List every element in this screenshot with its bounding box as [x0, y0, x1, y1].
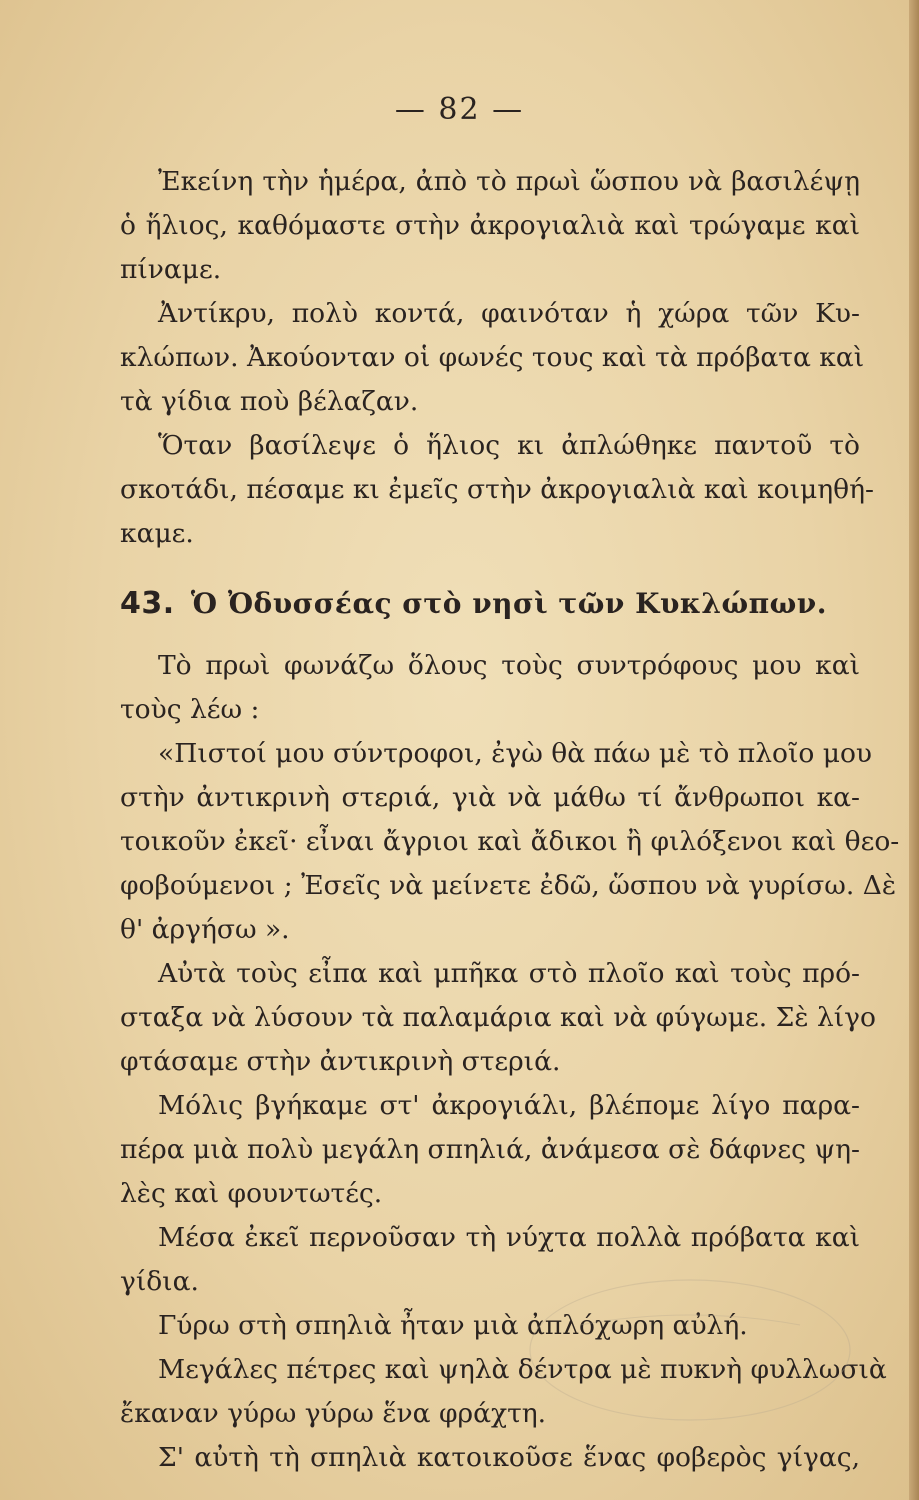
- paragraphs-after-section: [120, 644, 900, 1480]
- text-line: Μόλις βγήκαμε στ' ἀκρογιάλι, βλέπομε λίγο παρα-: [158, 1090, 860, 1121]
- paragraph: [120, 1216, 860, 1304]
- text-line: τοὺς λέω :: [120, 694, 260, 725]
- paragraph: [120, 292, 865, 424]
- text-line: Αὐτὰ τοὺς εἶπα καὶ μπῆκα στὸ πλοῖο καὶ τοὺς πρό-: [158, 958, 860, 989]
- text-line: λὲς καὶ φουντωτές.: [120, 1178, 383, 1209]
- section-number: 43.: [120, 586, 175, 621]
- text-line: Ὅταν βασίλεψε ὁ ἥλιος κι ἀπλώθηκε παντοῦ τὸ: [158, 430, 860, 461]
- text-line: καμε.: [120, 518, 194, 549]
- text-line: Μέσα ἐκεῖ περνοῦσαν τὴ νύχτα πολλὰ πρόβατα καὶ: [158, 1222, 860, 1253]
- text-line: θ' ἀργήσω ».: [120, 914, 290, 945]
- text-line: γίδια.: [120, 1266, 199, 1297]
- paragraph: [120, 1436, 860, 1480]
- paragraph: [120, 1084, 860, 1216]
- text-line: πέρα μιὰ πολὺ μεγάλη σπηλιά, ἀνάμεσα σὲ δάφνες ψη-: [120, 1134, 860, 1165]
- text-line: «Πιστοί μου σύντροφοι, ἐγὼ θὰ πάω μὲ τὸ πλοῖο μου: [158, 738, 873, 769]
- paragraph: [120, 1304, 860, 1348]
- text-line: φοβούμενοι ; Ἐσεῖς νὰ μείνετε ἐδῶ, ὥσπου νὰ γυρίσω. Δὲ: [120, 870, 897, 901]
- text-line: Γύρω στὴ σπηλιὰ ἦταν μιὰ ἀπλόχωρη αὐλή.: [158, 1310, 748, 1341]
- text-line: κλώπων. Ἀκούονταν οἱ φωνές τους καὶ τὰ πρόβατα καὶ: [120, 342, 865, 373]
- paragraph: [120, 952, 876, 1084]
- text-line: πίναμε.: [120, 254, 222, 285]
- page-edge: [909, 0, 919, 1500]
- text-line: τὰ γίδια ποὺ βέλαζαν.: [120, 386, 419, 417]
- page-number: — 82 —: [394, 92, 525, 127]
- text-line: Μεγάλες πέτρες καὶ ψηλὰ δέντρα μὲ πυκνὴ φυλλωσιὰ: [158, 1354, 887, 1385]
- text-line: Ἀντίκρυ, πολὺ κοντά, φαινόταν ἡ χώρα τῶν Κυ-: [158, 298, 860, 329]
- text-line: στὴν ἀντικρινὴ στεριά, γιὰ νὰ μάθω τί ἄνθρωποι κα-: [120, 782, 860, 813]
- text-line: Τὸ πρωὶ φωνάζω ὅλους τοὺς συντρόφους μου καὶ: [158, 650, 860, 681]
- paragraph: [120, 160, 860, 292]
- paragraph: [120, 424, 874, 556]
- text-line: σκοτάδι, πέσαμε κι ἐμεῖς στὴν ἀκρογιαλιὰ καὶ κοιμηθή-: [120, 474, 874, 505]
- paragraph: [120, 732, 900, 952]
- section-heading: [120, 582, 860, 626]
- text-line: σταξα νὰ λύσουν τὰ παλαμάρια καὶ νὰ φύγωμε. Σὲ λίγο: [120, 1002, 876, 1033]
- text-body: [120, 160, 900, 1480]
- text-line: Σ' αὐτὴ τὴ σπηλιὰ κατοικοῦσε ἕνας φοβερὸς γίγας,: [158, 1442, 860, 1473]
- paragraphs-before-section: [120, 160, 874, 556]
- text-line: τοικοῦν ἐκεῖ· εἶναι ἄγριοι καὶ ἄδικοι ἢ φιλόξενοι καὶ θεο-: [120, 826, 900, 857]
- text-line: Ἐκείνη τὴν ἡμέρα, ἀπὸ τὸ πρωὶ ὥσπου νὰ βασιλέψῃ: [158, 166, 860, 197]
- text-line: ἔκαναν γύρω γύρω ἕνα φράχτη.: [120, 1398, 547, 1429]
- text-line: φτάσαμε στὴν ἀντικρινὴ στεριά.: [120, 1046, 561, 1077]
- text-line: ὁ ἥλιος, καθόμαστε στὴν ἀκρογιαλιὰ καὶ τρώγαμε καὶ: [120, 210, 860, 241]
- section-title: Ὁ Ὀδυσσέας στὸ νησὶ τῶν Κυκλώπων.: [190, 587, 827, 620]
- paragraph: [120, 1348, 887, 1436]
- paragraph: [120, 644, 860, 732]
